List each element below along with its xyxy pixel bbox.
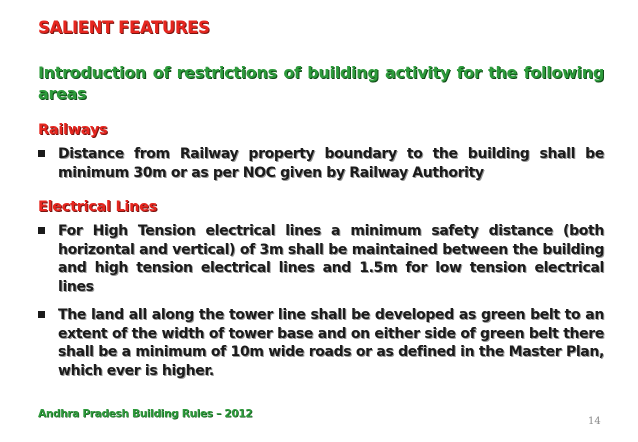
bullet-railway-distance	[38, 145, 604, 182]
page-number: 14	[588, 416, 601, 427]
bullet-high-tension	[38, 222, 604, 296]
slide-title: SALIENT FEATURES	[38, 18, 210, 37]
section-heading-electrical-lines: Electrical Lines	[38, 199, 157, 215]
bullet-green-belt	[38, 306, 604, 380]
footer-source: Andhra Pradesh Building Rules – 2012	[38, 408, 253, 420]
intro-text: Introduction of restrictions of building activity for the following areas	[38, 63, 604, 103]
bullet-text: For High Tension electrical lines a minimum safety distance (both horizontal and vertical) of 3m shall be maintained between the building and high tension electrical lines and 1.5m for low tension electrical lines	[58, 223, 604, 295]
square-bullet-icon	[38, 311, 45, 318]
square-bullet-icon	[38, 227, 45, 234]
section-heading-railways: Railways	[38, 122, 108, 138]
bullet-text: Distance from Railway property boundary to the building shall be minimum 30m or as per NOC given by Railway Authority	[58, 146, 604, 181]
square-bullet-icon	[38, 150, 45, 157]
bullet-text: The land all along the tower line shall be developed as green belt to an extent of the width of tower base and on either side of green belt there shall be a minimum of 10m wide roads or as defined in the Master Plan, which ever is higher.	[58, 307, 604, 379]
